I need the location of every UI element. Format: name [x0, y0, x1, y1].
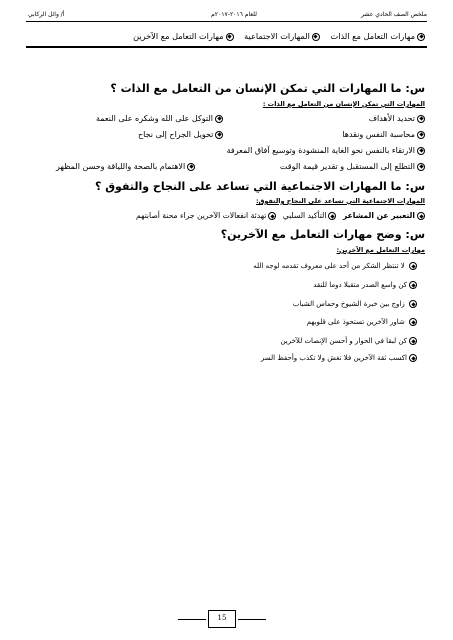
q1-row [26, 146, 425, 155]
bullet-icon [417, 147, 425, 155]
q3-item: اكسب ثقة الآخرين فلا تغش ولا تكذب وأحفظ السر [261, 354, 417, 362]
q1-item: الاهتمام بالصحة واللياقة وحسن المظهر [56, 162, 195, 171]
q2-item: تهدئة انفعالات الآخرين جراء محنة أصابتهم [136, 211, 276, 220]
topic-item: مهارات التعامل مع الآخرين [133, 31, 233, 41]
q2-item: التأكيد السلبي [283, 211, 337, 220]
bullet-icon [417, 163, 425, 171]
bullet-icon [409, 318, 417, 326]
q1-item: محاسبة النفس ونقدها [342, 130, 425, 139]
question-1-title: س: ما المهارات التي تمكن الإنسان من التعامل مع الذات ؟ [110, 82, 425, 95]
q3-item: زاوج بين خبرة الشيوخ وحماس الشباب [293, 300, 417, 308]
topics-rule [26, 46, 427, 48]
header-course: ملخص الصف الحادي عشر [361, 11, 427, 18]
bullet-icon [409, 337, 417, 345]
page-number-box [178, 608, 266, 632]
bullet-icon [417, 212, 425, 220]
bullet-icon [215, 115, 223, 123]
question-1-subtitle: المهارات التي تمكن الإنسان من التعامل مع الذات : [262, 100, 425, 108]
header-author: أ/ وائل الركابي [28, 11, 65, 18]
bullet-icon [417, 115, 425, 123]
q2-row [26, 211, 425, 220]
bullet-icon [312, 33, 320, 41]
q3-item: شاور الآخرين تستحوذ على قلوبهم [307, 318, 417, 326]
bullet-icon [409, 300, 417, 308]
question-3-subtitle: مهارات التعامل مع الآخرين: [336, 246, 425, 254]
q1-row [26, 130, 425, 139]
topic-item: المهارات الاجتماعية [244, 31, 320, 41]
question-2-subtitle: المهارات الاجتماعية التي تساعد على النجاح والتفوق: [256, 197, 425, 205]
bullet-icon [268, 212, 276, 220]
q1-item: التوكل على الله وشكره على النعمة [96, 114, 223, 123]
bullet-icon [409, 262, 417, 270]
ornament-line [238, 619, 266, 620]
q1-item: تحويل الجراح إلى نجاح [138, 130, 223, 139]
q2-item: التعبير عن المشاعر [343, 211, 425, 220]
q3-item: كن لبقا في الحوار و أحسن الإنصات للآخرين [280, 337, 417, 345]
bullet-icon [328, 212, 336, 220]
topic-item: مهارات التعامل مع الذات [331, 31, 425, 41]
q1-item: الارتقاء بالنفس نحو الغاية المنشودة وتوسيع آفاق المعرفة [227, 146, 425, 155]
q1-item: التطلع إلى المستقبل و تقدير قيمة الوقت [280, 162, 425, 171]
header-year: للعام ٢٠١٦-٢٠١٧م [211, 11, 257, 18]
q3-item: لا تنتظر الشكر من أحد على معروف تقدمه لوجه الله [253, 262, 417, 270]
page-header [28, 8, 427, 20]
q1-row [26, 162, 425, 171]
bullet-icon [409, 281, 417, 289]
bullet-icon [417, 131, 425, 139]
bullet-icon [187, 163, 195, 171]
bullet-icon [226, 33, 234, 41]
q1-item: تحديد الأهداف [369, 114, 425, 123]
bullet-icon [417, 33, 425, 41]
topics-line [26, 31, 425, 41]
ornament-line [178, 619, 206, 620]
bullet-icon [215, 131, 223, 139]
q1-row [26, 114, 425, 123]
bullet-icon [409, 354, 417, 362]
q3-item: كن واسع الصدر متقبلا دوما للنقد [313, 281, 417, 289]
header-rule [26, 21, 427, 22]
page-number: 15 [217, 614, 227, 622]
question-3-title: س: وضح مهارات التعامل مع الآخرين؟ [220, 228, 425, 241]
question-2-title: س: ما المهارات الاجتماعية التي تساعد على النجاح والتفوق ؟ [95, 180, 425, 193]
